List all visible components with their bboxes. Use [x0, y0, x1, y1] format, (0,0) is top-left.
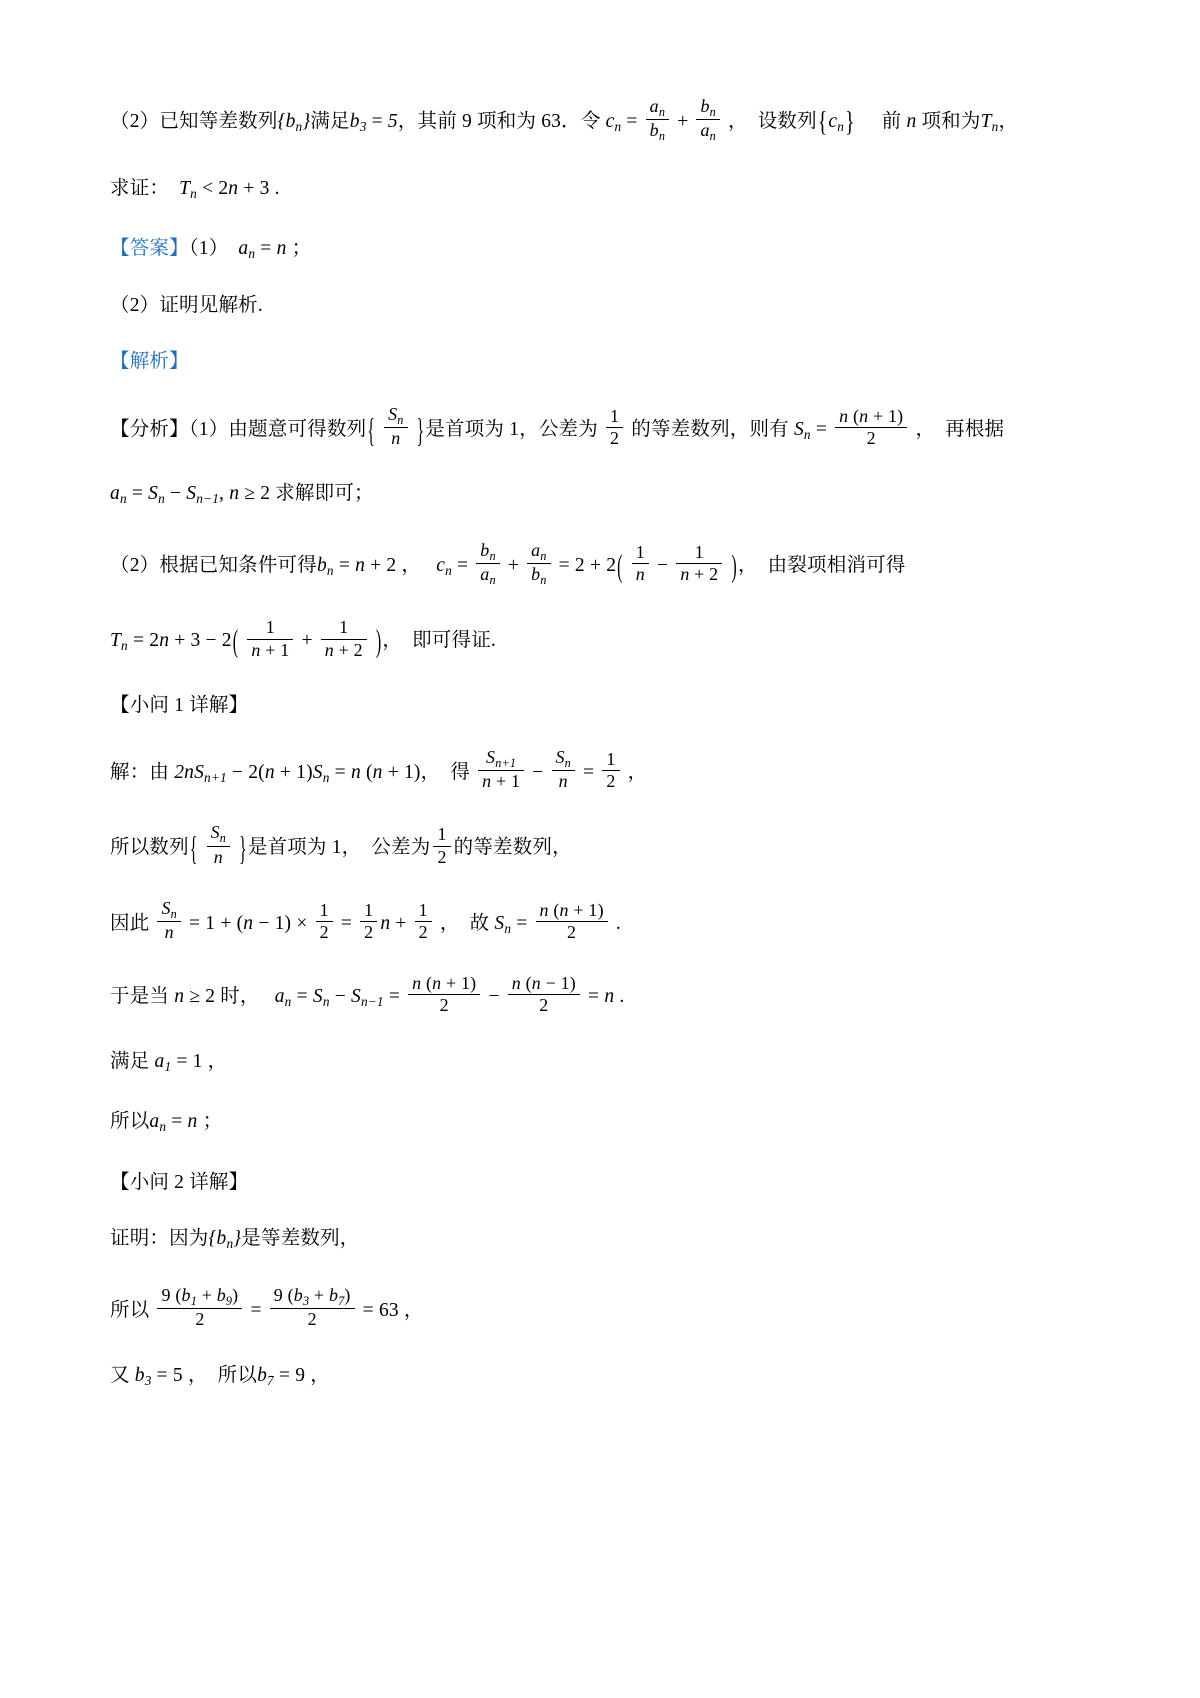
analysis-label — [110, 347, 1090, 377]
detail-1-step-c: 因此 $\frac{S_n}{n}$ = 1 + (n − 1) × $\frac{1}{2}$ = $\frac{1}{2}$ n + $\frac{1}{2}$ ， 故 $S_n$ = $\frac{n (n + 1)}{2}$ . — [110, 897, 621, 943]
detail-2-step-a: 证明：因为$\{b_n\}$是等差数列， — [110, 1228, 360, 1252]
analysis-label-text: 【解析】 — [110, 351, 189, 373]
detail-2-step-c: 又 $b_3 = 5$ ， 所以$b_7 = 9$ ， — [110, 1364, 330, 1388]
detail-1-step-e: 满足 $a_1 = 1$ ， — [110, 1050, 228, 1074]
detail-1-step-f: 所以$a_n = n$ ； — [110, 1111, 223, 1135]
answer-label: 【答案】 — [110, 238, 189, 260]
question-2-prove: 求证： $T_n < 2n + 3$ . — [110, 177, 280, 201]
analyze-label: 【分析】 — [110, 418, 189, 440]
answer-line-2: （2）证明见解析. — [110, 295, 263, 317]
analysis-part-1: 【分析】（1）由题意可得数列{ $\frac{S_n}{n}$ }是首项为 1，公差为 $\frac{1}{2}$ 的等差数列，则有 $S_n$ = $\frac{n (n + 1)}{2}$ ， 再根据 — [110, 403, 1005, 451]
question-2-statement: （2）已知等差数列$\{b_n\}$满足$b_3 = 5$，其前 9 项和为 63．令 $c_n$ = $\frac{a_n}{b_n}$ + $\frac{b_n}{a_n}$ ， 设数列$\{c_n\}$ 前 n 项和为$T_n$， — [110, 96, 1019, 144]
analysis-part-1b: $a_n = S_n - S_{n-1}$, n ≥ 2 求解即可； — [110, 483, 374, 507]
analysis-part-2b: $T_n = 2n + 3 - 2$( $\frac{1}{n + 1}$ + $\frac{1}{n + 2}$ )， 即可得证. — [110, 617, 496, 660]
detail-2-label: 【小问 2 详解】 — [110, 1172, 249, 1194]
analysis-part-2: （2）根据已知条件可得$b_n = n + 2$ ， $c_n$ = $\frac{b_n}{a_n}$ + $\frac{a_n}{b_n}$ = 2 + 2( $\frac{1}{n}$ − $\frac{1}{n + 2}$ )， 由裂项相消可得 — [110, 539, 906, 587]
detail-1-step-d: 于是当 n ≥ 2 时， $a_n = S_n - S_{n-1}$ = $\frac{n (n + 1)}{2}$ − $\frac{n (n - 1)}{2}$ = n . — [110, 973, 625, 1016]
detail-1-label: 【小问 1 详解】 — [110, 694, 249, 716]
detail-2-step-b: 所以 $\frac{9 (b_1 + b_9)}{2}$ = $\frac{9 (b_3 + b_7)}{2}$ = 63 ， — [110, 1285, 424, 1330]
answer-line-1: 【答案】（1） $a_n = n$ ； — [110, 238, 312, 262]
detail-1-step-b: 所以数列{ $\frac{S_n}{n}$ }是首项为 1， 公差为 $\frac{1}{2}$ 的等差数列， — [110, 822, 572, 869]
detail-1-step-a: 解：由 $2nS_{n+1} - 2(n + 1)S_n = n$ (n + 1)， 得 $\frac{S_{n+1}}{n + 1}$ − $\frac{S_n}{n}$ = $\frac{1}{2}$ ， — [110, 746, 648, 792]
